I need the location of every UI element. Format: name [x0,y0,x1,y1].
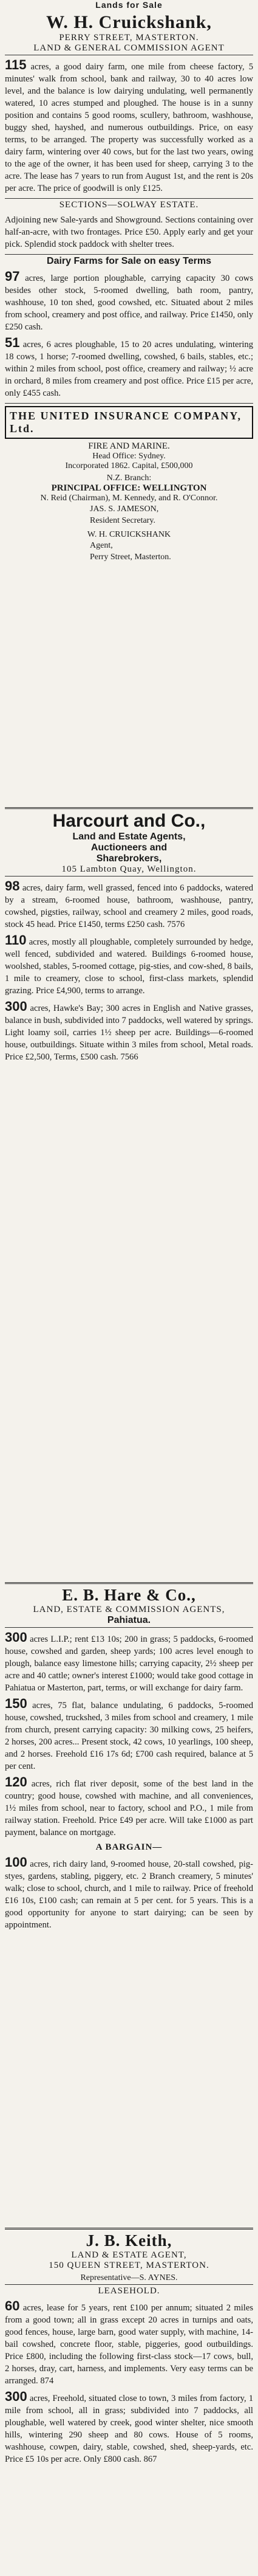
divider [5,403,253,404]
listing-acreage: 100 [5,1855,27,1870]
listing-acreage: 98 [5,878,20,894]
listing [5,1000,253,1063]
listing-acreage: 60 [5,2298,20,2313]
hare-ad [5,1580,253,2222]
listing-text: acres, rich dairy land, 9-roomed house, 20-stall cowshed, pig-styes, gardens, stabling, piggery, etc. 2 Branch creamery, 5 minutes' walk; close to school, church, and 1 mile to railway. Price of freehold £16 10s, £100 cash; can remain at 5 per cent. for 5 years. This is a good opportunity for anyone to start dairying; can be seen by appointment. [5,1859,253,1930]
advertiser-name: E. B. Hare & Co., [62,1586,196,1604]
listing-acreage: 97 [5,269,20,284]
listing-text: acres, dairy farm, well grassed, fenced into 6 paddocks, watered by a stream, 6-roomed house, bathroom, washhouse, pantry, cowshed, pigsties, railway, school and creamery 2 miles, good roads, stock 45 head. Price £1450, terms £250 cash. [5,883,253,929]
listing-acreage: 110 [5,932,27,948]
listing-text: acres, Freehold, situated close to town, 3 miles from factory, 1 mile from school, all in grass; subdivided into 7 paddocks, all ploughable, well watered by creek, good winter shelter, nice smooth hills, wintering 290 sheep and 80 cows. House of 5 rooms, washhouse, cowpen, dairy, stable, cowshed, shed, sheep-yards, etc. Price £5 10s per acre. Only £800 cash. [5,2394,253,2464]
insurance-agent: W. H. CRUICKSHANK [87,530,171,539]
insurance-branch: N.Z. Branch: [106,474,152,483]
listing [5,880,253,931]
listing-text: acres, rich flat river deposit, some of the best land in the country; good house, cowshed with machine, and all conveniences, 1½ miles from school, near to factory, school and P.O., 1 mile from railway station. Freehold. Price £49 per acre. Will take £1000 as part payment, balance on mortgage. [5,1779,253,1837]
divider [5,198,253,199]
insurance-line: Head Office: Sydney. [92,452,166,461]
advertiser-subtitle: Auctioneers and [90,842,168,853]
listing [5,1631,253,1694]
divider [5,807,253,809]
insurance-principal: PRINCIPAL OFFICE: WELLINGTON [51,483,207,493]
listing-text: acres, 6 acres ploughable, 15 to 20 acres undulating, wintering 18 cows, 1 horse; 7-roomed dwelling, cowshed, 6 bails, stables, etc.; within 2 miles from school, post office, creamery and railway; ½ acre in orchard, 8 miles from creamery and post office. Price £15 per acre, only £455 cash. [5,340,253,398]
insurance-line: Incorporated 1862. Capital, £500,000 [65,461,193,470]
listing-acreage: 300 [5,1630,27,1645]
harcourt-ad [5,805,253,1577]
listing-text: acres, large portion ploughable, carrying capacity 30 cows besides other stock, 5-roomed dwelling, bath room, pantry, washhouse, 10 ton shed, good cowshed, etc. Situated about 2 miles from school, creamery and post office, and railway. Price £1450, only £250 cash. [5,274,253,332]
insurance-secretary-title: Resident Secretary. [90,516,155,525]
advertiser-subtitle: LAND & ESTATE AGENT, [71,2250,187,2260]
listing-ref: 867 [143,2454,157,2464]
cruickshank-ad [5,12,253,802]
insurance-title: THE UNITED INSURANCE COMPANY, Ltd. [10,410,242,435]
insurance-agent-address: Perry Street, Masterton. [90,553,171,562]
advertiser-address: 105 Lambton Quay, Wellington. [61,864,197,874]
divider [5,254,253,255]
listing [5,2391,253,2465]
listing-ref: 7576 [167,920,185,929]
listing-acreage: 300 [5,2389,27,2404]
listing-acreage: 300 [5,999,27,1014]
advertiser-name: J. B. Keith, [86,2231,172,2250]
divider [5,1627,253,1628]
advertiser-subtitle: Land and Estate Agents, [72,832,186,842]
advertiser-name: Harcourt and Co., [52,811,206,831]
advertiser-address: PERRY STREET, MASTERTON. [59,33,199,43]
advertiser-address: 150 QUEEN STREET, MASTERTON. [49,2261,209,2270]
listing-acreage: 115 [5,57,27,72]
listing [5,2300,253,2387]
divider [5,2284,253,2285]
bargain-heading: A BARGAIN— [95,1842,163,1852]
dairy-farms-heading: Dairy Farms for Sale on easy Terms [47,256,211,266]
advertiser-town: Pahiatua. [107,1615,151,1625]
advertiser-role: LAND & GENERAL COMMISSION AGENT [33,43,225,53]
listing-ref: 874 [40,2376,54,2386]
advertiser-subtitle: Sharebrokers, [96,853,162,864]
listing-acreage: 120 [5,1774,27,1789]
listing-acreage: 51 [5,335,20,350]
insurance-directors: N. Reid (Chairman), M. Kennedy, and R. O'Connor. [40,494,218,503]
advertiser-subtitle: LAND, ESTATE & COMMISSION AGENTS, [33,1605,225,1614]
insurance-agent-role: Agent, [90,541,113,550]
representative: Representative—S. AYNES. [80,2273,178,2282]
listing-text: acres, 75 flat, balance undulating, 6 paddocks, 5-roomed house, cowshed, truckshed, 3 miles from school and creamery, 1 mile from church, present carrying capacity: 30 milking cows, 25 heifers, 2 horses, 200 acres... Present stock, 42 cows, 10 yearlings, 100 sheep, and 2 horses. Freehold £16 17s 6d; £700 cash required, balance at 5 per cent. [5,1701,253,1771]
keith-ad [5,2226,253,2572]
listing [5,1856,253,1931]
divider [5,2228,253,2230]
divider [5,1582,253,1584]
listing [5,59,253,195]
listing-text: acres, mostly all ploughable, completely surrounded by hedge, well fenced, subdivided and watered. Buildings 6-roomed house, woolshed, stables, 5-roomed cottage, pig-sties, and cow-shed, 8 bails, 1 mile to creamery, close to school, first-class markets, splendid grazing. Price £4,900, terms to arrange. [5,937,253,996]
insurance-secretary: JAS. S. JAMESON, [90,505,159,514]
listing-ref: 7566 [120,1052,138,1062]
listing-text: acres, lease for 5 years, rent £100 per annum; situated 2 miles from a good town; all in grass except 20 acres in turnips and oats, good fences, house, large barn, good water supply, with machine, 14-bail cowshed, concrete floor, stable, piggeries, good outbuildings. Price £800, including the following first-class stock—17 cows, bull, 2 horses, dray, cart, harness, and implements. Very easy terms can be arranged. [5,2303,253,2386]
header-strip-label: Lands for Sale [95,0,163,10]
listing [5,270,253,333]
listing [5,337,253,399]
leasehold-heading: LEASEHOLD. [98,2286,160,2296]
insurance-line: FIRE AND MARINE. [88,441,170,451]
listing-text: acres L.I.P.; rent £13 10s; 200 in grass; 5 paddocks, 6-roomed house, cowshed and garden, sheep yards; 100 acres level enough to plough, balance easy limestone hills; carrying capacity, 2½ sheep per acre and 40 cattle; owner's interest £1000; would take good cottage in Pahiatua or Masterton, part, terms, or will exchange for dairy farm. [5,1634,253,1693]
listing [5,934,253,997]
listing [5,1698,253,1772]
listing [5,1776,253,1839]
sections-heading: SECTIONS—SOLWAY ESTATE. [59,200,199,210]
sections-text: Adjoining new Sale-yards and Showground. Sections containing over half-an-acre, with two frontages. Price £50. Apply early and get your pick. Splendid stock paddock with shelter trees. [5,215,253,249]
listing-text: acres, a good dairy farm, one mile from cheese factory, 5 minutes' walk from school, bank and railway, 30 to 40 acres low level, and the balance is low dairying undulating, well permanently watered, 10 acres stumped and ploughed. The house is in a sunny position and contains 5 good rooms, scullery, bathroom, washhouse, buggy shed, hayshed, and numerous outbuildings. Price, on easy terms, to be arranged. The property was successfully worked as a dairy farm, wintering over 40 cows, but for the last two years, owing to the age of the owner, it has been used for sheep, carrying 3 to the acre. The lease has 7 years to run from August 1st, and the rent is 20s per acre. The price of goodwill is only £125. [5,62,253,193]
listing-acreage: 150 [5,1696,27,1711]
insurance-ad [5,406,253,439]
listing-text: acres, Hawke's Bay; 300 acres in English and Native grasses, balance in bush, subdivided into 7 paddocks, well watered by springs. Light loamy soil, carries 1½ sheep per acre. Buildings—6-roomed house, outbuildings. Situate within 3 miles from school, Metal roads. Price £2,500, Terms, £500 cash. [5,1004,253,1062]
advertiser-name: W. H. Cruickshank, [46,12,212,32]
header-strip [5,0,253,11]
